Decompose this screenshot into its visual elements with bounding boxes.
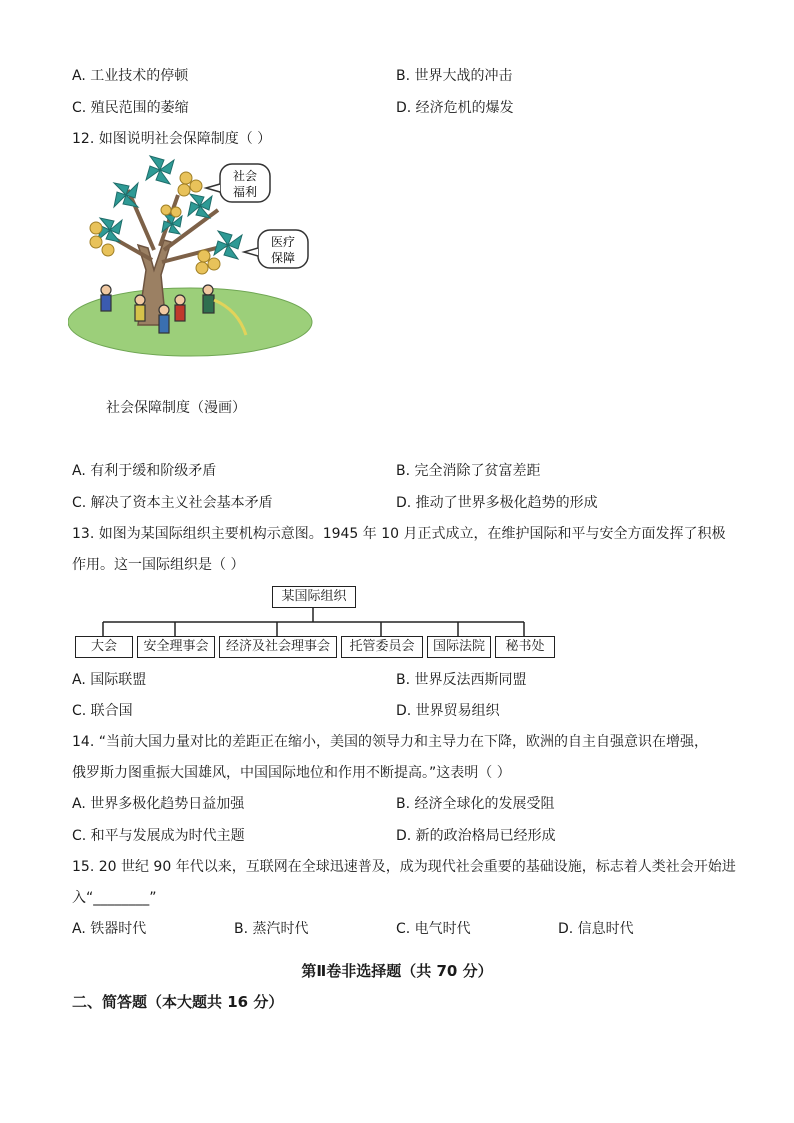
q15-stem-line2: 入“________”	[72, 890, 157, 906]
org-child-ecosoc: 经济及社会理事会	[219, 636, 337, 658]
q15-option-d: D. 信息时代	[558, 921, 634, 937]
q15-stem-line1: 15. 20 世纪 90 年代以来，互联网在全球迅速普及，成为现代社会重要的基础设施，标志着人类社会开始进	[72, 859, 736, 875]
bubble1-line2: 福利	[232, 185, 258, 199]
q14-stem-line1: 14. “当前大国力量对比的差距正在缩小，美国的领导力和主导力在下降，欧洲的自主自强意识在增强，	[72, 734, 708, 750]
q13-option-a: A. 国际联盟	[72, 672, 147, 688]
q15-option-b: B. 蒸汽时代	[234, 921, 309, 937]
q13-option-b: B. 世界反法西斯同盟	[396, 672, 527, 688]
q11-option-b: B. 世界大战的冲击	[396, 68, 513, 84]
bubble1-line1: 社会	[232, 169, 258, 183]
q12-option-d: D. 推动了世界多极化趋势的形成	[396, 495, 598, 511]
q13-option-c: C. 联合国	[72, 703, 133, 719]
org-child-secretariat: 秘书处	[495, 636, 555, 658]
q14-option-b: B. 经济全球化的发展受阻	[396, 796, 555, 812]
q12-option-b: B. 完全消除了贫富差距	[396, 463, 541, 479]
bubble2-line2: 保障	[270, 251, 296, 265]
q15-option-a: A. 铁器时代	[72, 921, 147, 937]
q13-stem-line1: 13. 如图为某国际组织主要机构示意图。1945 年 10 月正式成立，在维护国际和平与安全方面发挥了积极	[72, 526, 726, 542]
part-2-heading: 二、简答题（本大题共 16 分）	[72, 993, 284, 1011]
q13-option-d: D. 世界贸易组织	[396, 703, 500, 719]
q14-option-a: A. 世界多极化趋势日益加强	[72, 796, 245, 812]
q14-option-c: C. 和平与发展成为时代主题	[72, 828, 245, 844]
q12-option-c: C. 解决了资本主义社会基本矛盾	[72, 495, 273, 511]
q14-stem-line2: 俄罗斯力图重振大国雄风，中国国际地位和作用不断提高。”这表明（ ）	[72, 765, 511, 781]
q11-option-a: A. 工业技术的停顿	[72, 68, 189, 84]
section-2-heading: 第Ⅱ卷非选择题（共 70 分）	[301, 962, 493, 980]
org-child-international-court: 国际法院	[427, 636, 491, 658]
q12-cartoon-caption: 社会保障制度（漫画）	[106, 400, 246, 416]
q12-option-a: A. 有利于缓和阶级矛盾	[72, 463, 217, 479]
q11-option-c: C. 殖民范围的萎缩	[72, 100, 189, 116]
bubble2-line1: 医疗	[270, 235, 296, 249]
q15-option-c: C. 电气时代	[396, 921, 471, 937]
q11-option-d: D. 经济危机的爆发	[396, 100, 514, 116]
q13-stem-line2: 作用。这一国际组织是（ ）	[72, 557, 245, 573]
org-child-general-assembly: 大会	[75, 636, 133, 658]
q14-option-d: D. 新的政治格局已经形成	[396, 828, 556, 844]
org-child-trusteeship-council: 托管委员会	[341, 636, 423, 658]
org-child-security-council: 安全理事会	[137, 636, 215, 658]
org-root-box: 某国际组织	[272, 586, 356, 608]
q12-stem: 12. 如图说明社会保障制度（ ）	[72, 131, 272, 147]
